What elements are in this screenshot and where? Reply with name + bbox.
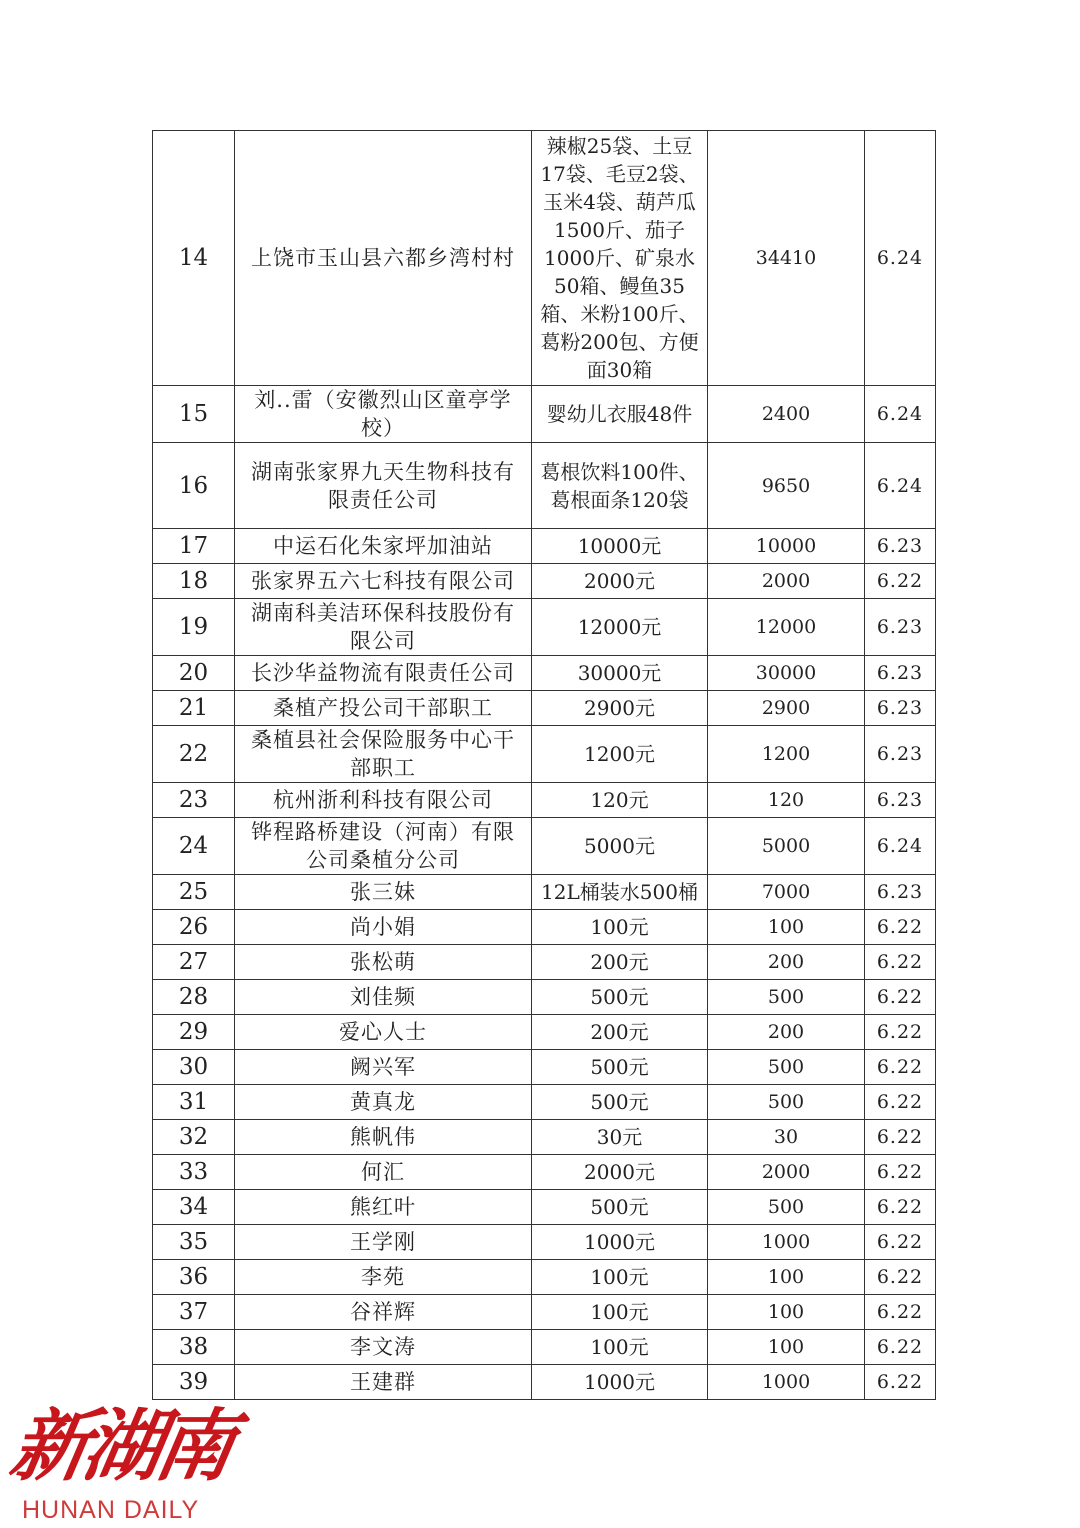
donation-content: 120元 — [532, 783, 708, 818]
donor-name: 长沙华益物流有限责任公司 — [235, 656, 532, 691]
logo-chinese-text: 新湖南 — [4, 1401, 237, 1492]
donation-date: 6.22 — [865, 1225, 936, 1260]
donation-content: 12L桶装水500桶 — [532, 875, 708, 910]
donor-name: 张家界五六七科技有限公司 — [235, 564, 532, 599]
donor-name: 尚小娟 — [235, 910, 532, 945]
donation-amount: 2000 — [708, 1155, 865, 1190]
donation-content: 辣椒25袋、土豆17袋、毛豆2袋、玉米4袋、葫芦瓜1500斤、茄子1000斤、矿泉水50箱、鳗鱼35箱、米粉100斤、葛粉200包、方便面30箱 — [532, 131, 708, 386]
donation-date: 6.22 — [865, 1015, 936, 1050]
donation-amount: 2900 — [708, 691, 865, 726]
donation-amount: 100 — [708, 1330, 865, 1365]
table-row — [153, 1155, 936, 1190]
row-number: 19 — [153, 599, 235, 656]
donation-content: 100元 — [532, 1330, 708, 1365]
row-number: 28 — [153, 980, 235, 1015]
table-row — [153, 818, 936, 875]
donation-content: 200元 — [532, 1015, 708, 1050]
row-number: 15 — [153, 386, 235, 443]
donation-amount: 200 — [708, 1015, 865, 1050]
donor-name: 王建群 — [235, 1365, 532, 1400]
donation-date: 6.23 — [865, 726, 936, 783]
donation-amount: 500 — [708, 980, 865, 1015]
donor-name: 桑植产投公司干部职工 — [235, 691, 532, 726]
donation-date: 6.22 — [865, 945, 936, 980]
donation-date: 6.22 — [865, 1295, 936, 1330]
hunan-daily-logo — [4, 1402, 244, 1528]
table-row — [153, 564, 936, 599]
table-row — [153, 691, 936, 726]
donation-amount: 7000 — [708, 875, 865, 910]
donation-content: 1200元 — [532, 726, 708, 783]
donor-name: 湖南科美洁环保科技股份有限公司 — [235, 599, 532, 656]
donor-name: 上饶市玉山县六都乡湾村村 — [235, 131, 532, 386]
table-row — [153, 1190, 936, 1225]
donation-content: 30000元 — [532, 656, 708, 691]
table-row — [153, 1225, 936, 1260]
donor-name: 铧程路桥建设（河南）有限公司桑植分公司 — [235, 818, 532, 875]
donor-name: 张三妹 — [235, 875, 532, 910]
table-row — [153, 726, 936, 783]
donation-content: 2000元 — [532, 564, 708, 599]
donation-amount: 1000 — [708, 1225, 865, 1260]
donation-date: 6.22 — [865, 910, 936, 945]
row-number: 30 — [153, 1050, 235, 1085]
donor-name: 湖南张家界九天生物科技有限责任公司 — [235, 443, 532, 529]
donation-content: 500元 — [532, 1050, 708, 1085]
donation-date: 6.22 — [865, 1365, 936, 1400]
donation-amount: 100 — [708, 1295, 865, 1330]
row-number: 16 — [153, 443, 235, 529]
donor-name: 刘..雷（安徽烈山区童亭学校） — [235, 386, 532, 443]
donation-date: 6.22 — [865, 564, 936, 599]
donation-content: 1000元 — [532, 1365, 708, 1400]
row-number: 36 — [153, 1260, 235, 1295]
row-number: 25 — [153, 875, 235, 910]
donation-table — [152, 130, 935, 1400]
row-number: 26 — [153, 910, 235, 945]
row-number: 23 — [153, 783, 235, 818]
row-number: 39 — [153, 1365, 235, 1400]
row-number: 18 — [153, 564, 235, 599]
table-row — [153, 1365, 936, 1400]
donor-name: 熊红叶 — [235, 1190, 532, 1225]
table-row — [153, 1050, 936, 1085]
donor-name: 谷祥辉 — [235, 1295, 532, 1330]
donation-amount: 500 — [708, 1050, 865, 1085]
table-row — [153, 386, 936, 443]
donation-content: 100元 — [532, 1295, 708, 1330]
donation-amount: 1200 — [708, 726, 865, 783]
donation-date: 6.23 — [865, 599, 936, 656]
donation-content: 2900元 — [532, 691, 708, 726]
table-row — [153, 910, 936, 945]
donation-date: 6.24 — [865, 443, 936, 529]
donation-amount: 200 — [708, 945, 865, 980]
table-row — [153, 656, 936, 691]
donation-content: 5000元 — [532, 818, 708, 875]
donation-amount: 9650 — [708, 443, 865, 529]
donation-content: 500元 — [532, 1190, 708, 1225]
table-body — [153, 131, 936, 1400]
donation-amount: 10000 — [708, 529, 865, 564]
donation-amount: 2400 — [708, 386, 865, 443]
donation-date: 6.22 — [865, 980, 936, 1015]
donation-date: 6.22 — [865, 1330, 936, 1365]
donor-name: 熊帆伟 — [235, 1120, 532, 1155]
donor-name: 阙兴军 — [235, 1050, 532, 1085]
donation-content: 500元 — [532, 980, 708, 1015]
table-row — [153, 783, 936, 818]
donor-name: 王学刚 — [235, 1225, 532, 1260]
donation-date: 6.23 — [865, 529, 936, 564]
row-number: 35 — [153, 1225, 235, 1260]
table-row — [153, 1295, 936, 1330]
logo-english-text: HUNAN DAILY — [22, 1496, 200, 1524]
donation-date: 6.24 — [865, 131, 936, 386]
donor-name: 中运石化朱家坪加油站 — [235, 529, 532, 564]
donation-date: 6.22 — [865, 1155, 936, 1190]
donor-name: 李苑 — [235, 1260, 532, 1295]
donation-date: 6.22 — [865, 1260, 936, 1295]
donation-amount: 34410 — [708, 131, 865, 386]
table-row — [153, 443, 936, 529]
table-row — [153, 945, 936, 980]
donation-content: 12000元 — [532, 599, 708, 656]
donation-content: 10000元 — [532, 529, 708, 564]
table-row — [153, 875, 936, 910]
donation-content: 葛根饮料100件、葛根面条120袋 — [532, 443, 708, 529]
row-number: 24 — [153, 818, 235, 875]
donation-amount: 30000 — [708, 656, 865, 691]
table-row — [153, 1015, 936, 1050]
donor-name: 李文涛 — [235, 1330, 532, 1365]
donor-name: 杭州浙利科技有限公司 — [235, 783, 532, 818]
table-row — [153, 529, 936, 564]
donor-name: 桑植县社会保险服务中心干部职工 — [235, 726, 532, 783]
donation-content: 1000元 — [532, 1225, 708, 1260]
donation-date: 6.23 — [865, 691, 936, 726]
donation-date: 6.24 — [865, 386, 936, 443]
donation-date: 6.22 — [865, 1050, 936, 1085]
donation-content: 200元 — [532, 945, 708, 980]
row-number: 27 — [153, 945, 235, 980]
table-row — [153, 980, 936, 1015]
donation-date: 6.22 — [865, 1190, 936, 1225]
donation-amount: 2000 — [708, 564, 865, 599]
row-number: 37 — [153, 1295, 235, 1330]
row-number: 33 — [153, 1155, 235, 1190]
row-number: 21 — [153, 691, 235, 726]
donation-amount: 5000 — [708, 818, 865, 875]
donation-content: 婴幼儿衣服48件 — [532, 386, 708, 443]
donation-date: 6.24 — [865, 818, 936, 875]
row-number: 14 — [153, 131, 235, 386]
row-number: 38 — [153, 1330, 235, 1365]
table-row — [153, 599, 936, 656]
row-number: 29 — [153, 1015, 235, 1050]
table-row — [153, 1085, 936, 1120]
donation-amount: 120 — [708, 783, 865, 818]
donation-amount: 100 — [708, 910, 865, 945]
donation-content: 2000元 — [532, 1155, 708, 1190]
table-row — [153, 1330, 936, 1365]
donor-name: 刘佳频 — [235, 980, 532, 1015]
donation-amount: 12000 — [708, 599, 865, 656]
donation-date: 6.23 — [865, 875, 936, 910]
donation-date: 6.22 — [865, 1120, 936, 1155]
donation-date: 6.23 — [865, 783, 936, 818]
donation-content: 100元 — [532, 910, 708, 945]
donation-date: 6.23 — [865, 656, 936, 691]
donation-amount: 30 — [708, 1120, 865, 1155]
donor-name: 黄真龙 — [235, 1085, 532, 1120]
donor-name: 张松萌 — [235, 945, 532, 980]
donor-name: 何汇 — [235, 1155, 532, 1190]
donation-table-grid — [152, 130, 936, 1400]
donation-content: 30元 — [532, 1120, 708, 1155]
donation-content: 500元 — [532, 1085, 708, 1120]
donation-amount: 100 — [708, 1260, 865, 1295]
row-number: 34 — [153, 1190, 235, 1225]
table-row — [153, 1260, 936, 1295]
donation-amount: 500 — [708, 1085, 865, 1120]
donation-amount: 1000 — [708, 1365, 865, 1400]
row-number: 32 — [153, 1120, 235, 1155]
table-row — [153, 131, 936, 386]
donation-amount: 500 — [708, 1190, 865, 1225]
donation-date: 6.22 — [865, 1085, 936, 1120]
donor-name: 爱心人士 — [235, 1015, 532, 1050]
row-number: 22 — [153, 726, 235, 783]
row-number: 20 — [153, 656, 235, 691]
donation-content: 100元 — [532, 1260, 708, 1295]
row-number: 17 — [153, 529, 235, 564]
table-row — [153, 1120, 936, 1155]
row-number: 31 — [153, 1085, 235, 1120]
